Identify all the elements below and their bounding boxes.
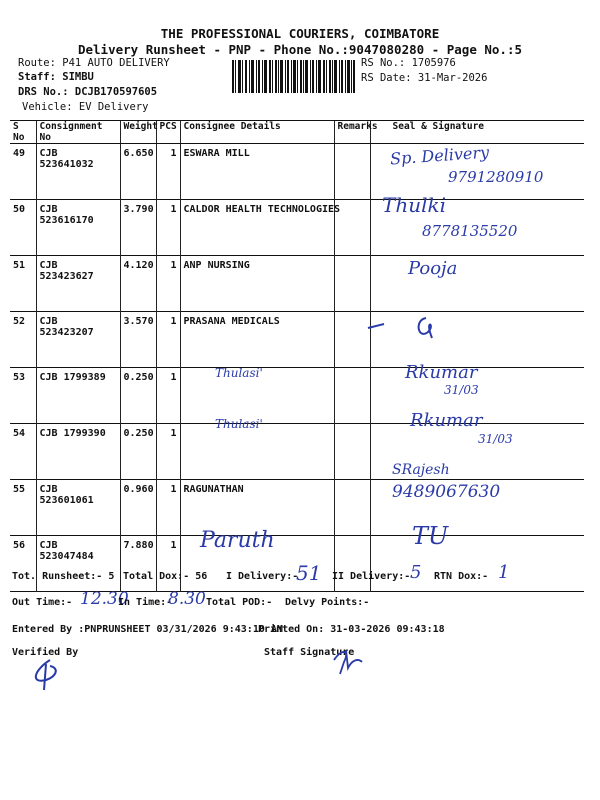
barcode-image bbox=[232, 60, 356, 93]
cell-weight: 6.650 bbox=[120, 144, 156, 200]
cell-sno: 52 bbox=[13, 316, 26, 327]
cell-sno: 54 bbox=[13, 428, 26, 439]
ii-delivery-label: II Delivery:- bbox=[332, 571, 411, 582]
cell-remarks bbox=[334, 424, 370, 480]
cell-consignment: CJB 523641032 bbox=[36, 144, 120, 200]
in-time-label: In Time:- bbox=[118, 597, 173, 608]
cell-weight: 3.570 bbox=[120, 312, 156, 368]
cell-remarks bbox=[334, 256, 370, 312]
cell-sno: 51 bbox=[13, 260, 26, 271]
entered-by: Entered By :PNPRUNSHEET 03/31/2026 9:43:10 AM bbox=[12, 624, 283, 635]
out-time-label: Out Time:- bbox=[12, 597, 73, 608]
cell-consignee: ANP NURSING bbox=[180, 256, 334, 312]
delivery-table bbox=[10, 120, 584, 592]
handwritten-signature-50: Thulki bbox=[382, 193, 447, 217]
col-weight: Weight bbox=[120, 121, 156, 144]
handwritten-signature-49: Sp. Delivery bbox=[389, 142, 490, 169]
handwritten-signature-53: Rkumar bbox=[405, 362, 478, 383]
cell-consignee bbox=[180, 424, 334, 480]
cell-sno: 50 bbox=[13, 204, 26, 215]
cell-consignee: PRASANA MEDICALS bbox=[180, 312, 334, 368]
handwritten-date-54: 31/03 bbox=[478, 432, 513, 446]
cell-consignment: CJB 523047484 bbox=[36, 536, 120, 592]
delvy-points-label: Delvy Points:- bbox=[285, 597, 370, 608]
staff-signature-label: Staff Signature bbox=[264, 647, 355, 658]
cell-pcs: 1 bbox=[156, 200, 180, 256]
cell-sno: 55 bbox=[13, 484, 26, 495]
col-consignee: Consignee Details bbox=[180, 121, 334, 144]
cell-consignee: ESWARA MILL bbox=[180, 144, 334, 200]
table-row bbox=[10, 312, 584, 368]
handwritten-phone-49: 9791280910 bbox=[448, 168, 544, 186]
staff-signature bbox=[330, 644, 364, 676]
company-title: THE PROFESSIONAL COURIERS, COIMBATORE bbox=[160, 26, 440, 41]
drs-number: DRS No.: DCJB170597605 bbox=[18, 86, 158, 98]
handwritten-consignee-53: Thulasi' bbox=[215, 366, 263, 380]
cell-signature bbox=[370, 256, 584, 312]
handwritten-signature-51: Pooja bbox=[408, 258, 458, 279]
verified-by-label: Verified By bbox=[12, 647, 79, 658]
cell-consignment: CJB 523423627 bbox=[36, 256, 120, 312]
runsheet-subtitle: Delivery Runsheet - PNP - Phone No.:9047080280 - Page No.:5 bbox=[77, 42, 522, 57]
cell-consignee: RAGUNATHAN bbox=[180, 480, 334, 536]
cell-pcs: 1 bbox=[156, 424, 180, 480]
cell-consignment: CJB 1799389 bbox=[36, 368, 120, 424]
route-label: Route: P41 AUTO DELIVERY bbox=[18, 57, 170, 69]
in-time-value: 8.30 bbox=[168, 589, 206, 609]
col-seal-signature: Seal & Signature bbox=[370, 121, 584, 144]
handwritten-signature-55: SRajesh bbox=[392, 462, 450, 478]
cell-remarks bbox=[334, 144, 370, 200]
handwritten-phone-50: 8778135520 bbox=[422, 222, 518, 240]
cell-signature bbox=[370, 536, 584, 592]
cell-consignment: CJB 523616170 bbox=[36, 200, 120, 256]
cell-sno: 49 bbox=[13, 148, 26, 159]
cell-pcs: 1 bbox=[156, 144, 180, 200]
col-sno: S No bbox=[10, 121, 36, 144]
vehicle-label: Vehicle: EV Delivery bbox=[22, 101, 149, 113]
cell-pcs: 1 bbox=[156, 256, 180, 312]
cell-pcs: 1 bbox=[156, 312, 180, 368]
cell-weight: 0.250 bbox=[120, 424, 156, 480]
cell-remarks bbox=[334, 368, 370, 424]
cell-remarks bbox=[334, 480, 370, 536]
handwritten-signature-52 bbox=[366, 312, 446, 342]
cell-pcs: 1 bbox=[156, 480, 180, 536]
cell-weight: 4.120 bbox=[120, 256, 156, 312]
cell-remarks bbox=[334, 312, 370, 368]
out-time-value: 12.30 bbox=[80, 589, 129, 609]
cell-pcs: 1 bbox=[156, 536, 180, 592]
rs-date: RS Date: 31-Mar-2026 bbox=[361, 72, 488, 84]
cell-remarks bbox=[334, 536, 370, 592]
col-pcs: PCS bbox=[156, 121, 180, 144]
rtn-dox-label: RTN Dox:- bbox=[434, 571, 489, 582]
tot-runsheet: Tot. Runsheet:- 5 bbox=[12, 571, 115, 582]
cell-consignment: CJB 523423207 bbox=[36, 312, 120, 368]
col-remarks: Remarks bbox=[334, 121, 370, 144]
cell-sno: 53 bbox=[13, 372, 26, 383]
cell-weight: 0.960 bbox=[120, 480, 156, 536]
cell-pcs: 1 bbox=[156, 368, 180, 424]
handwritten-consignee-54: Thulasi' bbox=[215, 417, 263, 431]
i-delivery-value: 51 bbox=[296, 561, 322, 585]
cell-sno: 56 bbox=[13, 540, 26, 551]
total-pod-label: Total POD:- bbox=[206, 597, 273, 608]
total-dox: Total Dox:- 56 bbox=[123, 571, 208, 582]
handwritten-date-53: 31/03 bbox=[444, 383, 479, 397]
cell-weight: 3.790 bbox=[120, 200, 156, 256]
handwritten-signature-56: TU bbox=[412, 522, 449, 550]
handwritten-signature-54: Rkumar bbox=[410, 410, 483, 431]
col-consignment: Consignment No bbox=[36, 121, 120, 144]
verified-by-signature bbox=[28, 658, 64, 692]
i-delivery-label: I Delivery:- bbox=[226, 571, 299, 582]
cell-consignment: CJB 1799390 bbox=[36, 424, 120, 480]
table-row bbox=[10, 368, 584, 424]
ii-delivery-value: 5 bbox=[410, 562, 422, 583]
handwritten-phone-55: 9489067630 bbox=[392, 482, 501, 502]
table-row bbox=[10, 256, 584, 312]
handwritten-consignee-56: Paruth bbox=[200, 528, 275, 553]
staff-label: Staff: SIMBU bbox=[18, 71, 94, 83]
rs-number: RS No.: 1705976 bbox=[361, 57, 456, 69]
cell-weight: 7.880 bbox=[120, 536, 156, 592]
printed-on: Printed On: 31-03-2026 09:43:18 bbox=[258, 624, 445, 635]
cell-consignment: CJB 523601061 bbox=[36, 480, 120, 536]
cell-weight: 0.250 bbox=[120, 368, 156, 424]
table-header-row bbox=[10, 121, 584, 144]
rtn-dox-value: 1 bbox=[498, 562, 510, 583]
cell-consignee: CALDOR HEALTH TECHNOLOGIES bbox=[180, 200, 334, 256]
